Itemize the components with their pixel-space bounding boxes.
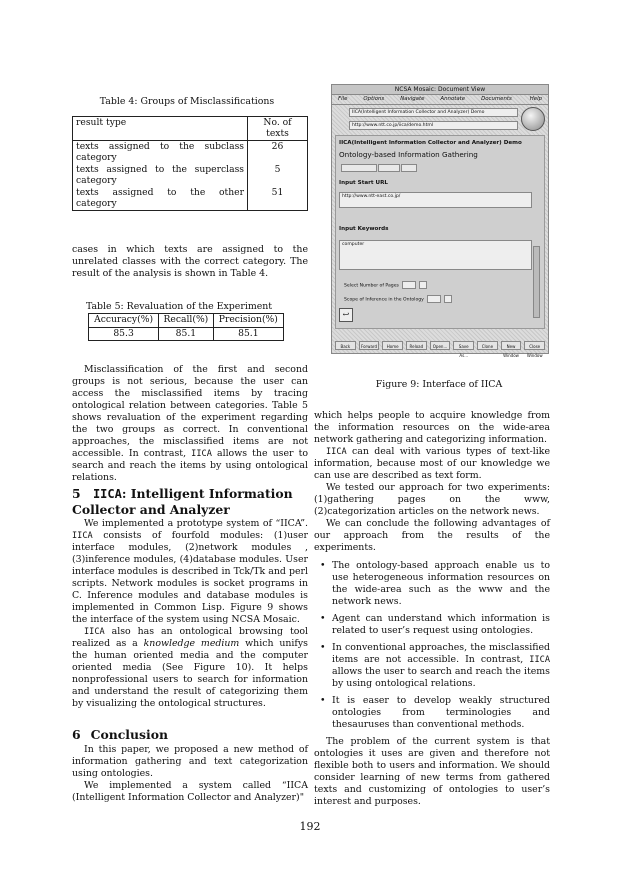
doc-heading-2: Ontology-based Information Gathering [339,150,478,159]
table-cell: texts assigned to the other category [73,187,248,211]
text-span: which unifys the human oriented media and the computer oriented media (See Figure 10). It helps nonprofessional users to search for information and understand the result of categorizing them by visualizing the ontological structures. [72,638,308,709]
text-span: We implemented a prototype system of “IICA”. [84,518,308,529]
menu-item[interactable]: Annotate [440,96,466,102]
section-6-heading [72,727,308,742]
table-cell: 85.1 [159,327,214,341]
form-button[interactable] [378,164,400,172]
table5-header: Precision(%) [213,314,283,328]
table-cell: 51 [248,187,308,211]
table5-caption: Table 5: Revaluation of the Experiment [85,301,273,312]
text-span: consists of fourfold modules: (1)user interface modules, (2)network modules , (3)inference modules, (4)database modules. User interface modules is described in Tck/Tk and perl scripts. Network modules is socket programs in C. Inference modules and database modules is implemented in Common Lisp. Figure 9 shows the interface of the system using NCSA Mosaic. [72,530,308,625]
iica-term: IICA [191,449,212,459]
url-row [335,120,518,129]
document-view [335,135,545,329]
start-url-input[interactable]: http://www.ntt-east.co.jp/ [339,192,532,208]
select-box[interactable] [427,295,441,303]
document-title-field[interactable]: IICA(Intelligent Information Collector and Analyzer) Demo [349,108,518,117]
table5 [88,313,284,341]
toolbar-button[interactable]: Save As... [453,341,474,350]
text-span: In this paper, we proposed a new method of information gathering and text categorization using ontologies. [72,744,308,779]
iica-term: IICA [84,627,105,637]
back-arrow-icon[interactable]: ↩ [339,308,353,322]
table-cell: texts assigned to the superclass category [73,164,248,187]
globe-icon [521,107,545,131]
toolbar-button[interactable]: Back [335,341,356,350]
iica-term: IICA [72,531,93,541]
bottom-toolbar [335,341,545,358]
menu-bar [332,95,548,105]
option-label: Select Number of Pages [344,283,399,289]
form-button[interactable] [341,164,377,172]
toolbar-button[interactable]: Reload [406,341,427,350]
toolbar-button[interactable]: Home [382,341,403,350]
text-span: In conventional approaches, the misclassified items are not accessible. In contrast, [332,642,550,665]
section-number: 6 [72,727,81,742]
iica-term: IICA [326,447,347,457]
menu-item[interactable]: Help [529,96,542,102]
list-item [314,642,550,690]
table5-header: Accuracy(%) [89,314,159,328]
table-cell: 85.3 [89,327,159,341]
table4-header-count: No. of texts [248,117,308,141]
text-span: Misclassification of the first and second groups is not serious, because the user can access the misclassified items by tracing ontological relation between categories. Table 5 shows revaluation of the experiment regarding the two groups as correct. In conventional approaches, the misclassified items are not accessible. In contrast, [72,364,308,459]
text-span: can deal with various types of text-like information, because most of our knowledge we can use are described as text form. [314,446,550,481]
paragraph-cases: cases in which texts are assigned to the unrelated classes with the correct category. The result of the analysis is shown in Table 4. [72,244,308,279]
text-span: We tested our approach for two experiments: (1)gathering pages on the www, (2)categorization articles on the network news. [314,482,550,517]
toolbar-button[interactable]: Forward [359,341,380,350]
option-label: Scope of Inference in the Ontology [344,297,424,303]
table-cell: 26 [248,141,308,165]
section-title: : Intelligent Information Collector and Analyzer [72,486,293,517]
page-number: 192 [299,820,321,833]
menu-item[interactable]: Documents [481,96,512,102]
select-box[interactable] [444,295,452,303]
scrollbar[interactable] [533,246,540,318]
doc-heading-1: IICA(Intelligent Information Collector and Analyzer) Demo [339,140,522,146]
emphasis: knowledge medium [143,638,240,649]
toolbar-button[interactable]: New Window [501,341,522,350]
advantages-list [314,560,550,731]
text-span: allows the user to search and reach the items by using ontological relations. [332,666,550,689]
table-cell: texts assigned to the subclass category [73,141,248,165]
figure-9-interface [331,84,549,358]
toolbar-button[interactable]: Open... [430,341,451,350]
menu-item[interactable]: File [338,96,348,102]
keywords-label: Input Keywords [339,226,389,232]
table4-caption: Table 4: Groups of Misclassifications [99,96,275,107]
toolbar-button[interactable]: Close Window [524,341,545,350]
toolbar-button[interactable]: Clone [477,341,498,350]
list-item: • The ontology-based approach enable us to use heterogeneous information resources on the wide-area such as the www and the network news. [314,560,550,608]
form-button[interactable] [401,164,417,172]
select-box[interactable] [419,281,427,289]
table-cell: 85.1 [213,327,283,341]
iica-term: IICA [529,655,550,665]
list-item: • Agent can understand which information is related to user’s request using ontologies. [314,613,550,637]
section-title-iica: IICA [92,487,122,501]
list-item: • It is easer to develop weakly structured ontologies from terminologies and thesauruses than conventional methods. [314,695,550,731]
paragraph-conclusion [72,744,308,804]
text-span: also has an ontological browsing tool realized as a [72,626,308,649]
menu-item[interactable]: Navigate [400,96,425,102]
text-span: The problem of the current system is that ontologies it uses are given and therefore not flexible both to users and information. We should consider learning of new terms from gathered texts and customizing of ontologies to user’s interest and purposes. [314,736,550,807]
keywords-input[interactable]: computer [339,240,532,270]
paragraph-misclassification [72,364,308,484]
title-row [335,107,518,116]
text-span: We can conclude the following advantages of our approach from the results of the experiments. [314,518,550,553]
table4-header-type: result type [73,117,248,141]
section-title: Conclusion [90,727,168,742]
section-5-heading [72,486,308,517]
url-field[interactable]: http://www.ntt.co.jp/iica/demo.html [349,121,518,130]
table-cell: 5 [248,164,308,187]
window-title: NCSA Mosaic: Document View [332,85,548,95]
start-url-label: Input Start URL [339,180,388,186]
menu-item[interactable]: Options [363,96,385,102]
figure-9-caption: Figure 9: Interface of IICA [375,379,503,390]
table4 [72,116,308,211]
paragraph-implementation [72,518,308,710]
section-number: 5 [72,486,81,501]
option-scope[interactable] [344,295,452,303]
table5-header: Recall(%) [159,314,214,328]
right-column-text [314,410,550,808]
select-box[interactable] [402,281,416,289]
text-span: allows the user to search and reach the items by using ontological relations. [72,448,308,483]
text-span: which helps people to acquire knowledge from the information resources on the wide-area network gathering and categorizing information. [314,410,550,445]
text-span: We implemented a system called “IICA (Intelligent Information Collector and Analyzer)" [72,780,308,803]
option-pages[interactable] [344,281,427,289]
